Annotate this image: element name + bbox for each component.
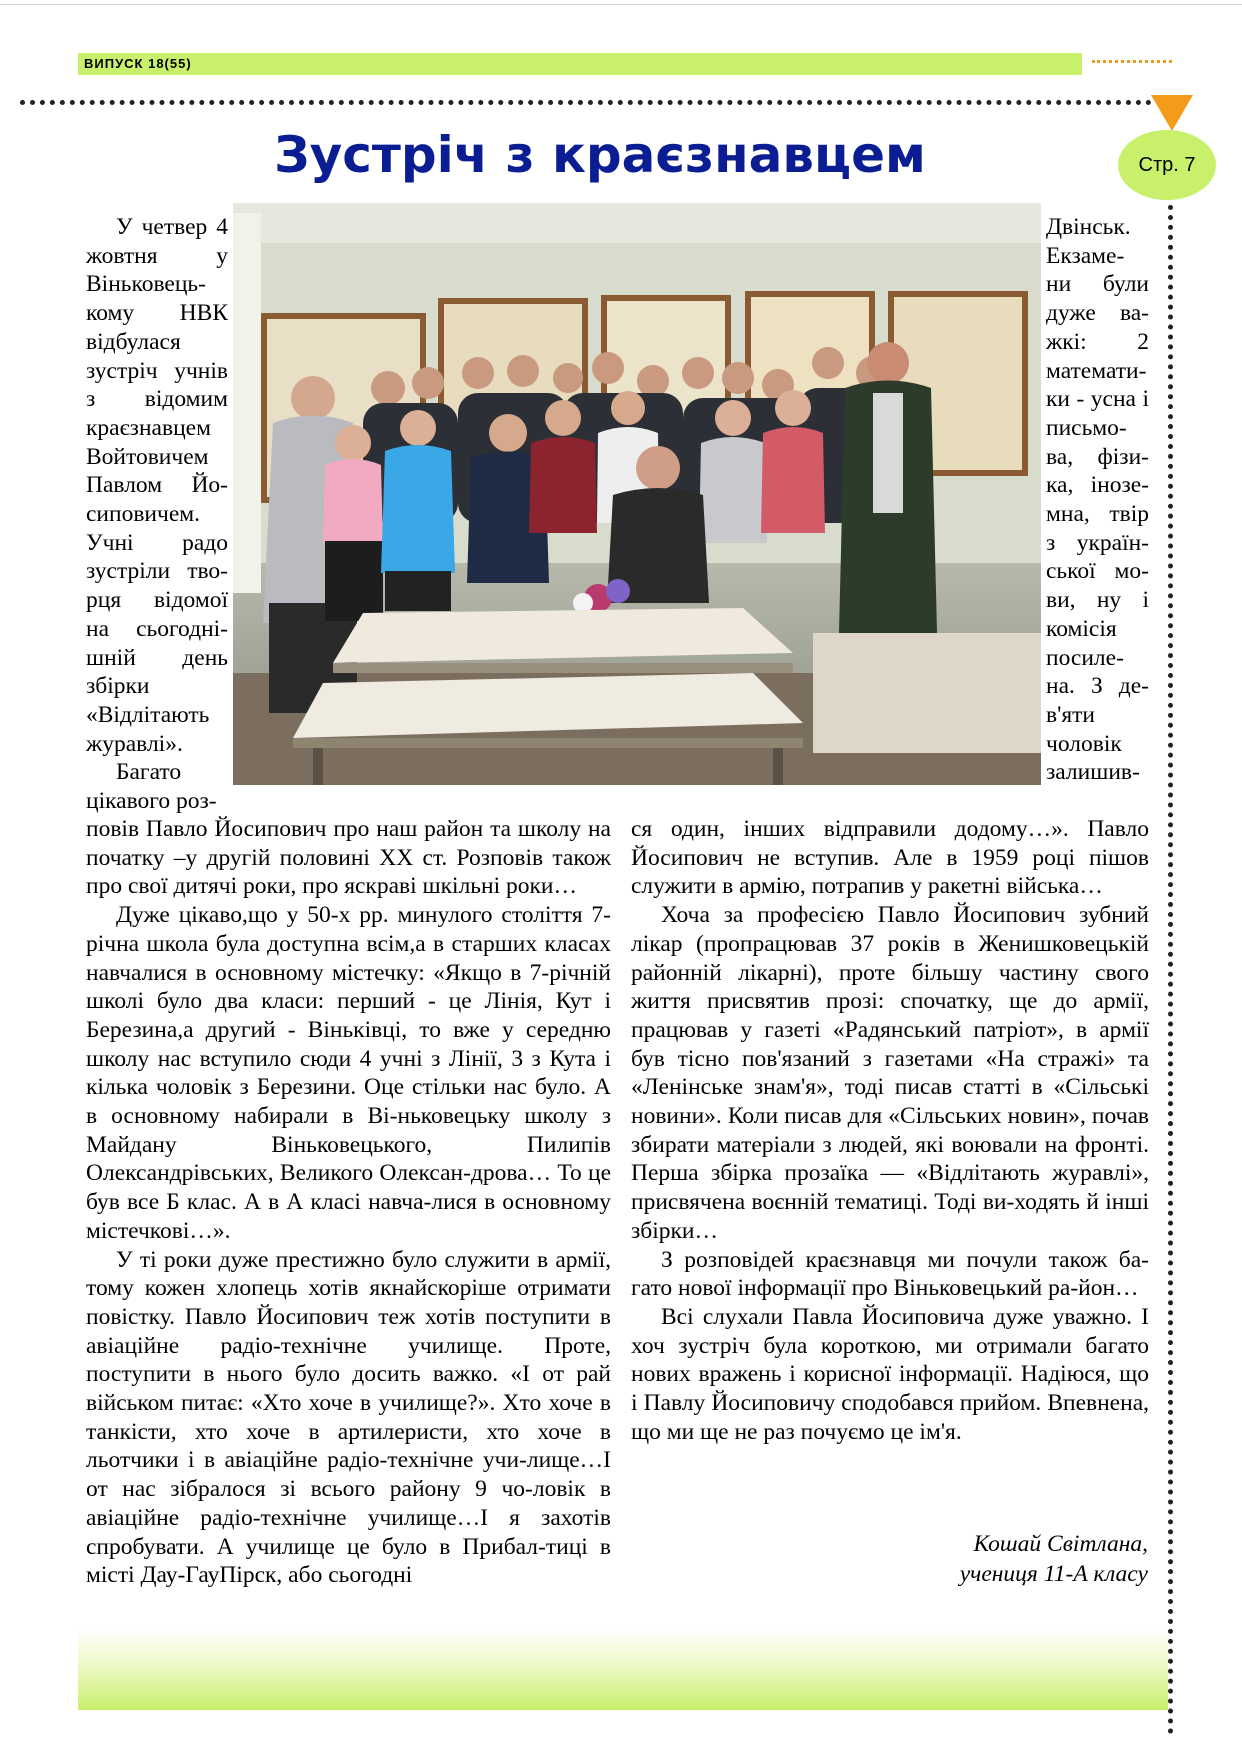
page-number: Стр. 7 — [1138, 153, 1196, 176]
paragraph: ся один, інших відправили додому…». Павло Йосипович не вступив. Але в 1959 році пішов служити в армію, потрапив у ракетні війська… — [631, 816, 1149, 900]
paragraph: Всі слухали Павла Йосиповича дуже уважно. І хоч зустріч була короткою, ми отримали багато нових вражень і корисної інформації. Надіюся, що і Павлу Йосиповичу сподобався прийом. Впевнена, що ми ще не раз почуємо це ім'я. — [631, 1303, 1149, 1445]
main-column-left — [86, 815, 611, 1590]
paragraph: З розповідей краєзнавця ми почули також ба-гато нової інформації про Віньковецький ра-йон… — [631, 1246, 1149, 1302]
issue-label: ВИПУСК 18(55) — [84, 56, 192, 71]
paragraph: Хоча за професією Павло Йосипович зубний лікар (пропрацював 37 років в Женишковецькій районній лікарні), проте більшу частину свого життя присвятив прозі: спочатку, ще до армії, працював у газеті «Радянський патріот», в армії був тісно пов'язаний з газетами «На стражі» та «Ленінське знам'я», тоді писав статті в «Сільські новини». Коли писав для «Сільських новин», почав збирати матеріали з людей, які воювали на фронті. Перша збірка прозаїка — «Відлітають журавлі», присвячена воєнній тематиці. Тоді ви-ходять й інші збірки… — [631, 902, 1149, 1244]
top-rule — [0, 4, 1242, 5]
intro-column-left — [86, 213, 228, 816]
footer-band — [78, 1628, 1168, 1710]
article-title: Зустріч з краєзнавцем — [274, 126, 926, 184]
right-dotted-rule — [1168, 205, 1173, 1735]
group-photo — [233, 203, 1041, 785]
paragraph: У ті роки дуже престижно було служити в армії, тому кожен хлопець хотів якнайскоріше отримати повістку. Павло Йосипович теж хотів поступити в авіаційне радіо-технічне училище. Проте, поступити в нього було досить важко. «І от рай військом питає: «Хто хоче в училище?». Хто хоче в танкісти, хто хоче в артилеристи, хто хоче в льотчики і в авіаційне радіо-технічне учи-лище…І от нас зібралося зі всього району 9 чо-ловік в авіаційне радіо-технічне училище…І я захотів спробувати. А училище це було в Прибал-тиці в місті Дау-ГауПірск, або сьогодні — [86, 1246, 611, 1589]
paragraph: У четвер 4 жовтня у Віньковець-кому НВК відбулася зустріч учнів з відомим краєзнавцем Войтовичем Павлом Йо-сиповичем. Учні радо зустріли тво-рця відомої на сьогодні-шній день збірки «Відлітають журавлі». — [86, 214, 228, 757]
author-signature — [760, 1529, 1148, 1589]
author-role: учениця 11-А класу — [959, 1561, 1148, 1587]
page-number-badge — [1118, 130, 1216, 200]
paragraph: Дуже цікаво,що у 50-х рр. минулого століття 7-річна школа була доступна всім,а в старших класах навчалися в основному містечку: «Якщо в 7-річній школі було два класи: перший - це Лінія, Кут і Березина,а другий - Віньківці, то вже у середню школу нас вступило сюди 4 учні з Лінії, 3 з Кута і кілька чоловік з Березини. Оце стільки нас було. А в основному набирали в Ві-ньковецьку школу з Майдану Віньковецького, Пилипів Олександрівських, Великого Олексан-дрова… То це був все Б клас. А в А класі навча-лися в основному містечкові…». — [86, 902, 611, 1244]
header-bar — [78, 53, 1082, 75]
main-column-right — [631, 815, 1149, 1446]
paragraph: Двінськ. Екзаме-ни були дуже ва-жкі: 2 математи-ки - усна і письмо-ва, фізи-ка, інозе-мна, твір з україн-ської мо-ви, ну і комісія посиле-на. З де-в'яти чоловік залишив- — [1046, 214, 1149, 786]
paragraph: повів Павло Йосипович про наш район та школу на початку –у другій половині ХХ ст. Розповів також про свої дитячі роки, про яскраві шкільні роки… — [86, 816, 611, 900]
paragraph: Багато цікавого роз- — [86, 759, 217, 815]
header-dotted-accent — [1092, 60, 1172, 63]
author-name: Кошай Світлана, — [973, 1531, 1148, 1557]
orange-triangle-marker — [1151, 95, 1193, 131]
header-dotted-rule — [20, 100, 1152, 105]
intro-column-right — [1046, 213, 1149, 787]
